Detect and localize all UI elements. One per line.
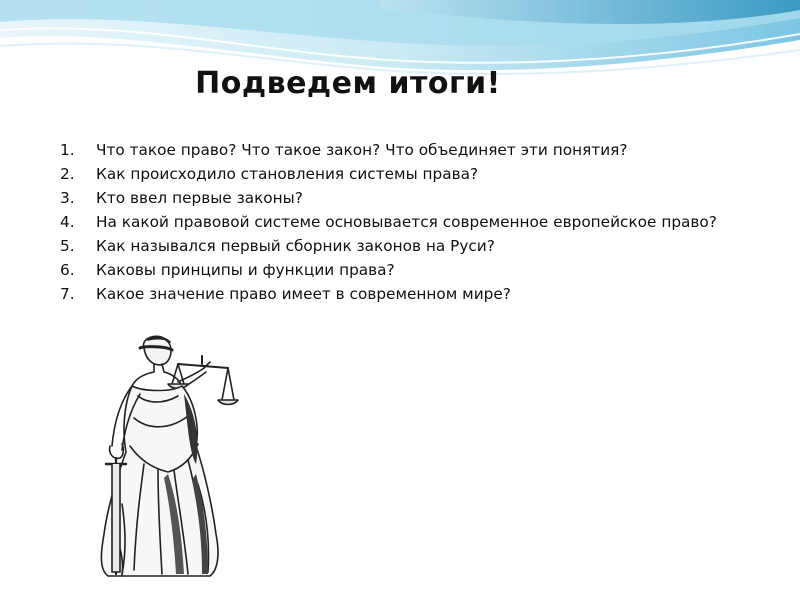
list-item-text: Как назывался первый сборник законов на Руси? — [96, 237, 495, 255]
list-item-number: 2. — [60, 165, 75, 183]
list-item-text: Какое значение право имеет в современном мире? — [96, 285, 511, 303]
list-item-text: Что такое право? Что такое закон? Что объединяет эти понятия? — [96, 141, 628, 159]
list-item-text: На какой правовой системе основывается современное европейское право? — [96, 213, 717, 231]
list-item — [48, 138, 748, 162]
list-item-number: 1. — [60, 141, 75, 159]
slide-title — [0, 66, 800, 101]
list-item-number: 5. — [60, 237, 75, 255]
list-item — [48, 162, 748, 186]
list-item — [48, 210, 748, 234]
list-item-text: Как происходило становления системы права? — [96, 165, 479, 183]
list-item — [48, 234, 748, 258]
question-list — [48, 138, 748, 306]
list-item-text: Каковы принципы и функции права? — [96, 261, 395, 279]
slide-title-text: Подведем итоги! — [195, 66, 501, 101]
list-item-number: 4. — [60, 213, 75, 231]
list-item-number: 6. — [60, 261, 75, 279]
list-item — [48, 186, 748, 210]
lady-justice-icon — [78, 334, 248, 580]
list-item — [48, 258, 748, 282]
list-item-number: 7. — [60, 285, 75, 303]
list-item — [48, 282, 748, 306]
list-item-text: Кто ввел первые законы? — [96, 189, 303, 207]
list-item-number: 3. — [60, 189, 75, 207]
